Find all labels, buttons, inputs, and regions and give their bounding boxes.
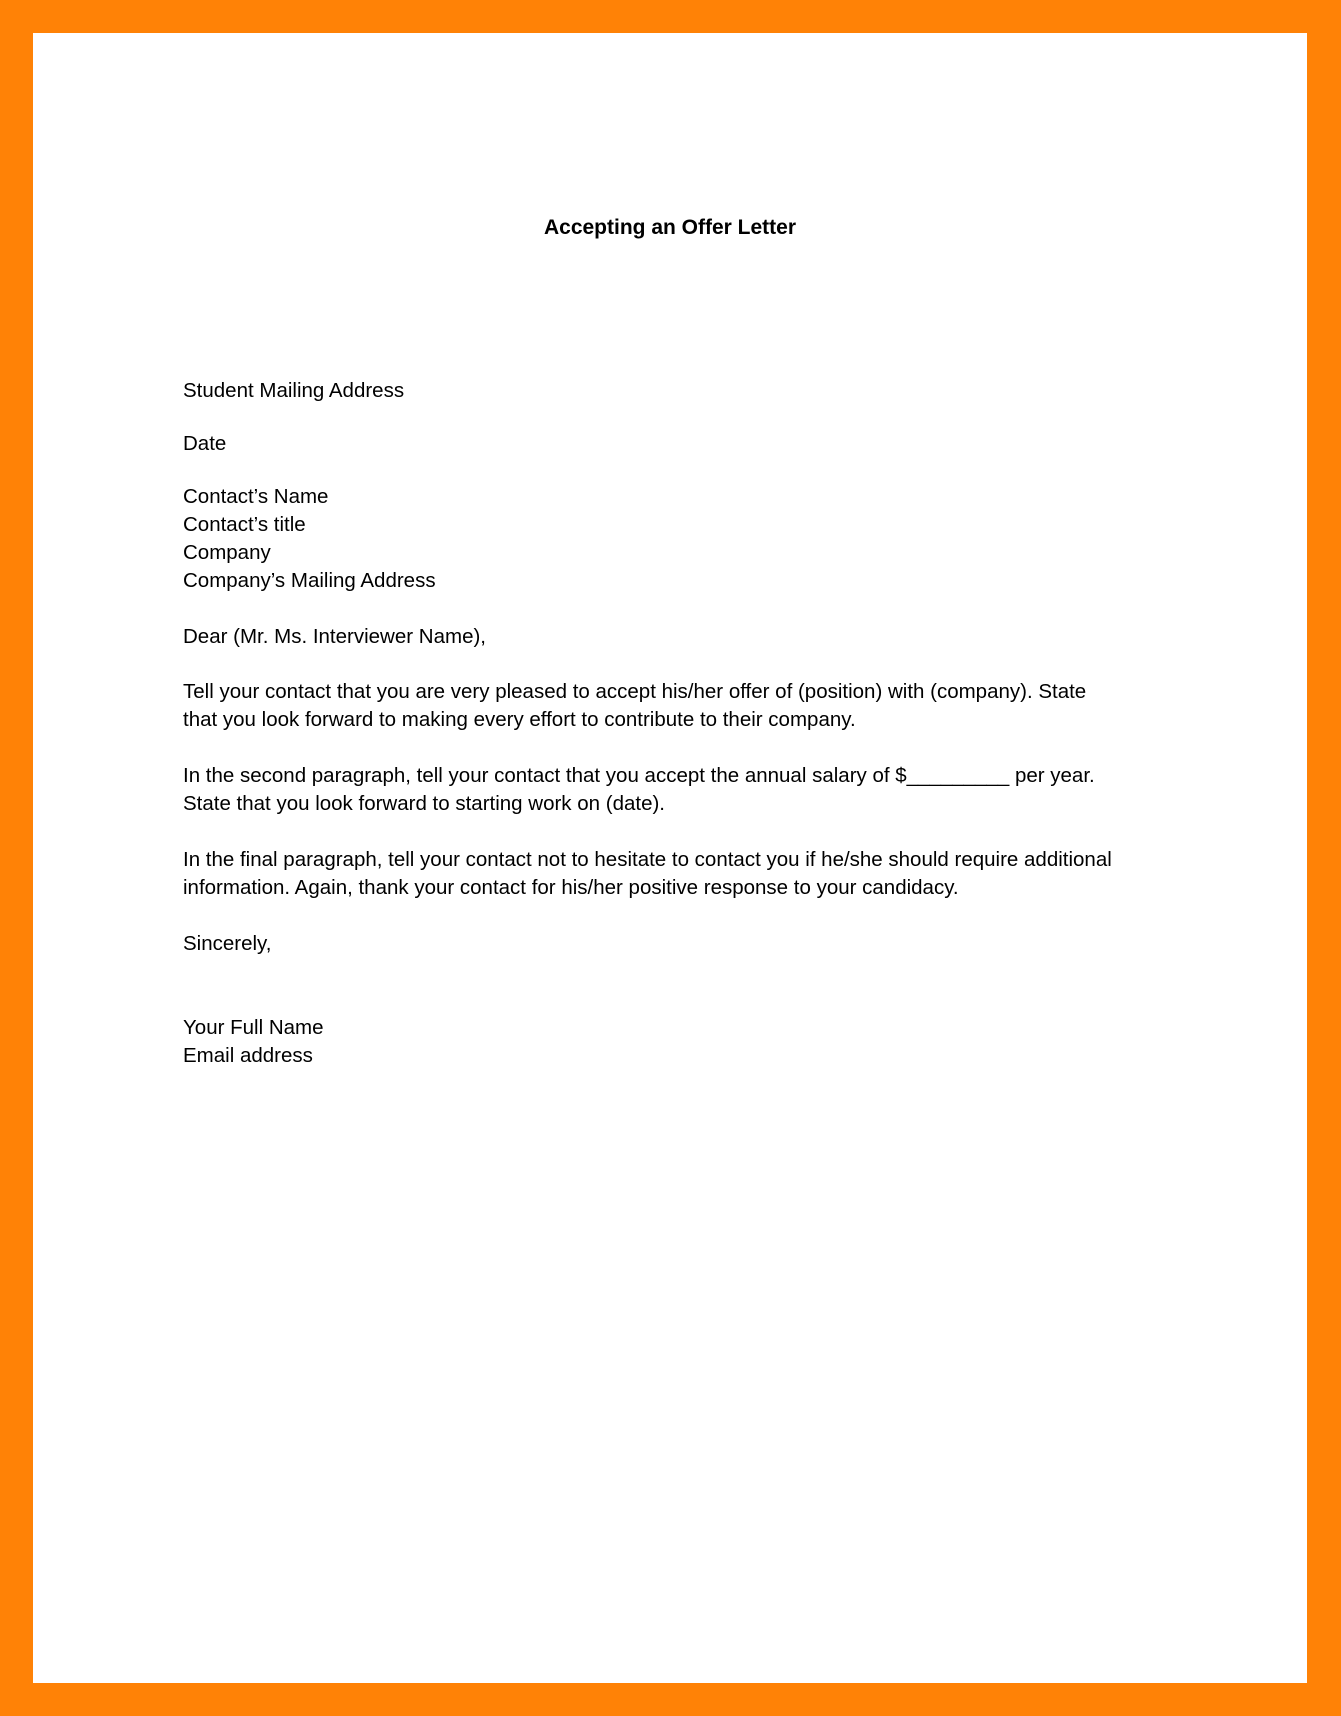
signature-email: Email address (183, 1044, 313, 1067)
sender-address-line: Student Mailing Address (183, 379, 405, 402)
closing-line: Sincerely, (183, 932, 272, 955)
body-paragraph-2 (183, 762, 1193, 818)
recipient-title: Contact’s title (183, 513, 306, 536)
paragraph-line: that you look forward to making every effort to contribute to their company. (183, 708, 856, 731)
body-paragraph-1 (183, 678, 1193, 734)
closing (183, 930, 1193, 958)
body-paragraph-3 (183, 846, 1193, 902)
paragraph-line: Tell your contact that you are very pleased to accept his/her offer of (position) with (company). State (183, 680, 1087, 703)
recipient-name: Contact’s Name (183, 485, 329, 508)
paragraph-line: In the final paragraph, tell your contact not to hesitate to contact you if he/she should require additional (183, 848, 1112, 871)
letter-title: Accepting an Offer Letter (543, 216, 797, 239)
recipient-address: Company’s Mailing Address (183, 569, 436, 592)
salutation (183, 623, 1193, 651)
sender-address (183, 377, 1193, 405)
signature-block (183, 1014, 1193, 1070)
letter-date (183, 430, 1193, 458)
recipient-block (183, 483, 1193, 595)
date-line: Date (183, 432, 227, 455)
paragraph-line: In the second paragraph, tell your contact that you accept the annual salary of $_________ per year. (183, 764, 1095, 787)
letter-page (33, 33, 1307, 1683)
recipient-company: Company (183, 541, 271, 564)
paragraph-line: information. Again, thank your contact for his/her positive response to your candidacy. (183, 876, 959, 899)
signature-name: Your Full Name (183, 1016, 324, 1039)
paragraph-line: State that you look forward to starting work on (date). (183, 792, 665, 815)
salutation-line: Dear (Mr. Ms. Interviewer Name), (183, 625, 486, 648)
